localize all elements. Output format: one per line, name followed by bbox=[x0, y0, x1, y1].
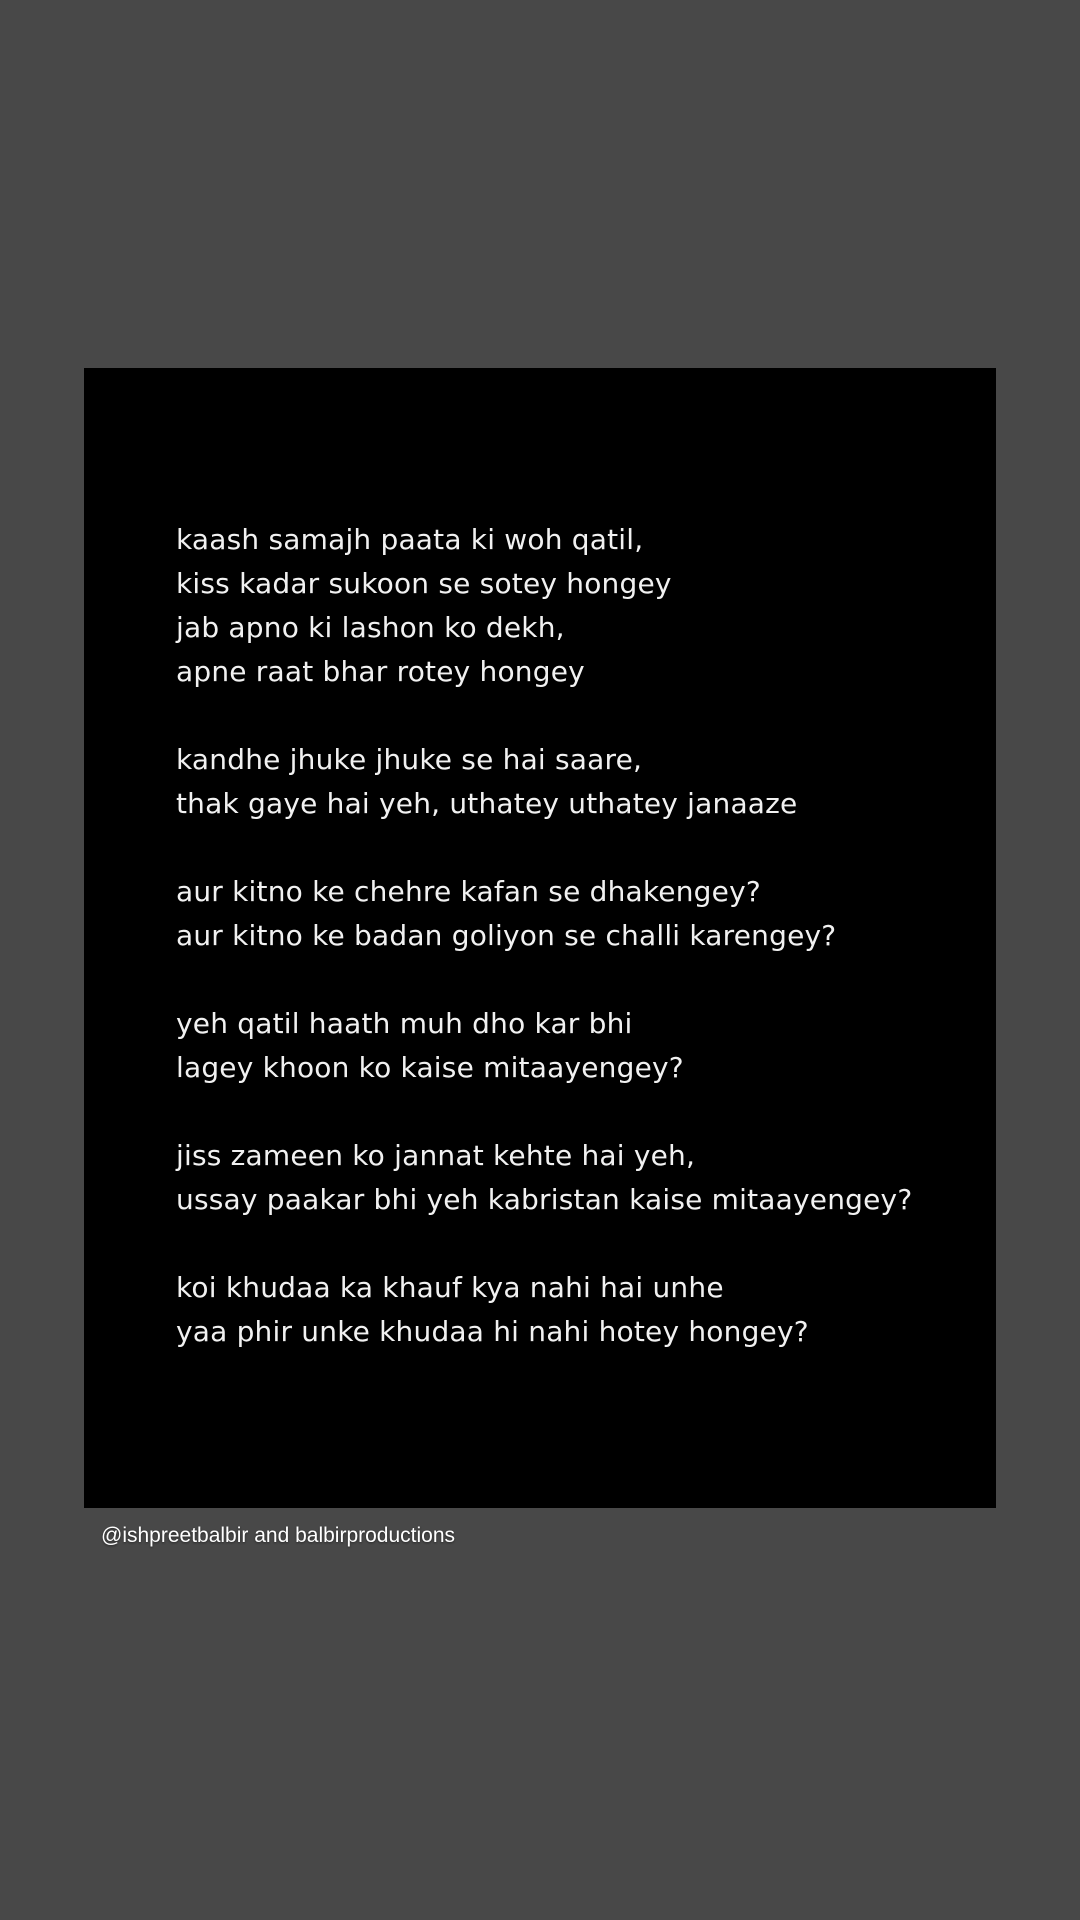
poem-line: aur kitno ke chehre kafan se dhakengey? bbox=[176, 875, 761, 908]
poem-line: kandhe jhuke jhuke se hai saare, bbox=[176, 743, 643, 776]
poem-line: yeh qatil haath muh dho kar bhi bbox=[176, 1007, 633, 1040]
poem-line: koi khudaa ka khauf kya nahi hai unhe bbox=[176, 1271, 724, 1304]
poem-stanza-5 bbox=[176, 1134, 956, 1222]
poem-stanza-6 bbox=[176, 1266, 956, 1354]
poem-stanza-4 bbox=[176, 1002, 956, 1090]
poem-card bbox=[84, 368, 996, 1508]
poem-stanza-3 bbox=[176, 870, 956, 958]
poem-line: jab apno ki lashon ko dekh, bbox=[176, 611, 565, 644]
poem-line: kiss kadar sukoon se sotey hongey bbox=[176, 567, 672, 600]
poem-line: yaa phir unke khudaa hi nahi hotey hongey? bbox=[176, 1315, 809, 1348]
poem-line: lagey khoon ko kaise mitaayengey? bbox=[176, 1051, 684, 1084]
poem-line: aur kitno ke badan goliyon se challi karengey? bbox=[176, 919, 837, 952]
poem-stanza-1 bbox=[176, 518, 956, 694]
credit-caption: @ishpreetbalbir and balbirproductions bbox=[101, 1524, 456, 1547]
poem-body bbox=[176, 518, 956, 1354]
poem-line: thak gaye hai yeh, uthatey uthatey janaaze bbox=[176, 787, 798, 820]
poem-line: ussay paakar bhi yeh kabristan kaise mitaayengey? bbox=[176, 1183, 913, 1216]
poem-line: apne raat bhar rotey hongey bbox=[176, 655, 585, 688]
poem-stanza-2 bbox=[176, 738, 956, 826]
poem-line: jiss zameen ko jannat kehte hai yeh, bbox=[176, 1139, 696, 1172]
poem-line: kaash samajh paata ki woh qatil, bbox=[176, 523, 644, 556]
